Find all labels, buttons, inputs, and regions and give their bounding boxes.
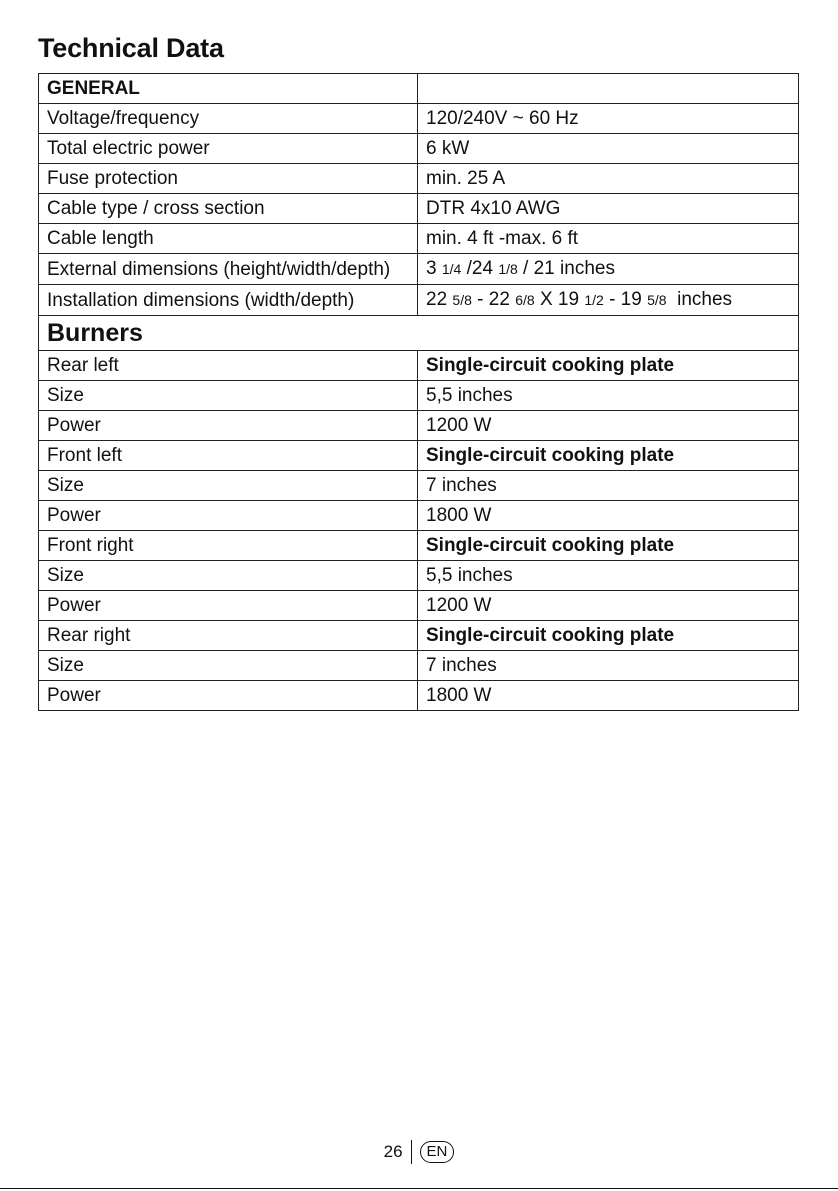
table-row: [39, 254, 799, 285]
spec-label: Power: [39, 681, 418, 711]
burner-type: Single-circuit cooking plate: [418, 621, 799, 651]
spec-label: Power: [39, 411, 418, 441]
table-row: [39, 471, 799, 501]
burner-position: Rear right: [39, 621, 418, 651]
burner-type: Single-circuit cooking plate: [418, 531, 799, 561]
spec-label: Fuse protection: [39, 164, 418, 194]
spec-label: Cable type / cross section: [39, 194, 418, 224]
spec-value: 5,5 inches: [418, 561, 799, 591]
page-title: Technical Data: [38, 33, 224, 63]
spec-value: min. 4 ft -max. 6 ft: [418, 224, 799, 254]
table-row: [39, 531, 799, 561]
burner-position: Rear left: [39, 351, 418, 381]
burners-heading: Burners: [39, 316, 799, 351]
spec-value: 5,5 inches: [418, 381, 799, 411]
table-row: [39, 194, 799, 224]
spec-value: 1800 W: [418, 681, 799, 711]
spec-value: 7 inches: [418, 471, 799, 501]
general-header: GENERAL: [39, 74, 418, 104]
spec-label: Power: [39, 591, 418, 621]
general-header-empty: [418, 74, 799, 104]
spec-value: 1200 W: [418, 411, 799, 441]
table-row: [39, 134, 799, 164]
spec-label: Power: [39, 501, 418, 531]
burner-type: Single-circuit cooking plate: [418, 441, 799, 471]
table-row: [39, 381, 799, 411]
spec-value-external-dimensions: 3 1/4 /24 1/8 / 21 inches: [418, 254, 799, 285]
page-number: 26: [384, 1140, 412, 1164]
table-row: [39, 591, 799, 621]
spec-value: 120/240V ~ 60 Hz: [418, 104, 799, 134]
spec-value: DTR 4x10 AWG: [418, 194, 799, 224]
table-row: [39, 441, 799, 471]
spec-label: External dimensions (height/width/depth): [39, 254, 418, 285]
table-row: [39, 164, 799, 194]
spec-value: 6 kW: [418, 134, 799, 164]
spec-label: Cable length: [39, 224, 418, 254]
spec-value: 1800 W: [418, 501, 799, 531]
spec-value-installation-dimensions: 22 5/8 - 22 6/8 X 19 1/2 - 19 5/8 inches: [418, 285, 799, 316]
bottom-divider: [0, 1188, 838, 1189]
table-row: [39, 411, 799, 441]
spec-label: Total electric power: [39, 134, 418, 164]
table-row: [39, 621, 799, 651]
page-footer: [0, 1140, 838, 1164]
table-row: [39, 651, 799, 681]
spec-label: Size: [39, 471, 418, 501]
burner-position: Front right: [39, 531, 418, 561]
spec-label: Installation dimensions (width/depth): [39, 285, 418, 316]
spec-label: Voltage/frequency: [39, 104, 418, 134]
table-row: [39, 104, 799, 134]
burner-type: Single-circuit cooking plate: [418, 351, 799, 381]
table-row: [39, 351, 799, 381]
table-row: [39, 501, 799, 531]
burners-section-row: [39, 316, 799, 351]
table-row: [39, 561, 799, 591]
table-row: [39, 285, 799, 316]
burner-position: Front left: [39, 441, 418, 471]
spec-value: 1200 W: [418, 591, 799, 621]
spec-label: Size: [39, 561, 418, 591]
spec-label: Size: [39, 651, 418, 681]
general-header-row: [39, 74, 799, 104]
spec-value: min. 25 A: [418, 164, 799, 194]
spec-label: Size: [39, 381, 418, 411]
spec-value: 7 inches: [418, 651, 799, 681]
table-row: [39, 224, 799, 254]
technical-data-table: [38, 73, 799, 711]
table-row: [39, 681, 799, 711]
language-badge: EN: [420, 1141, 455, 1163]
